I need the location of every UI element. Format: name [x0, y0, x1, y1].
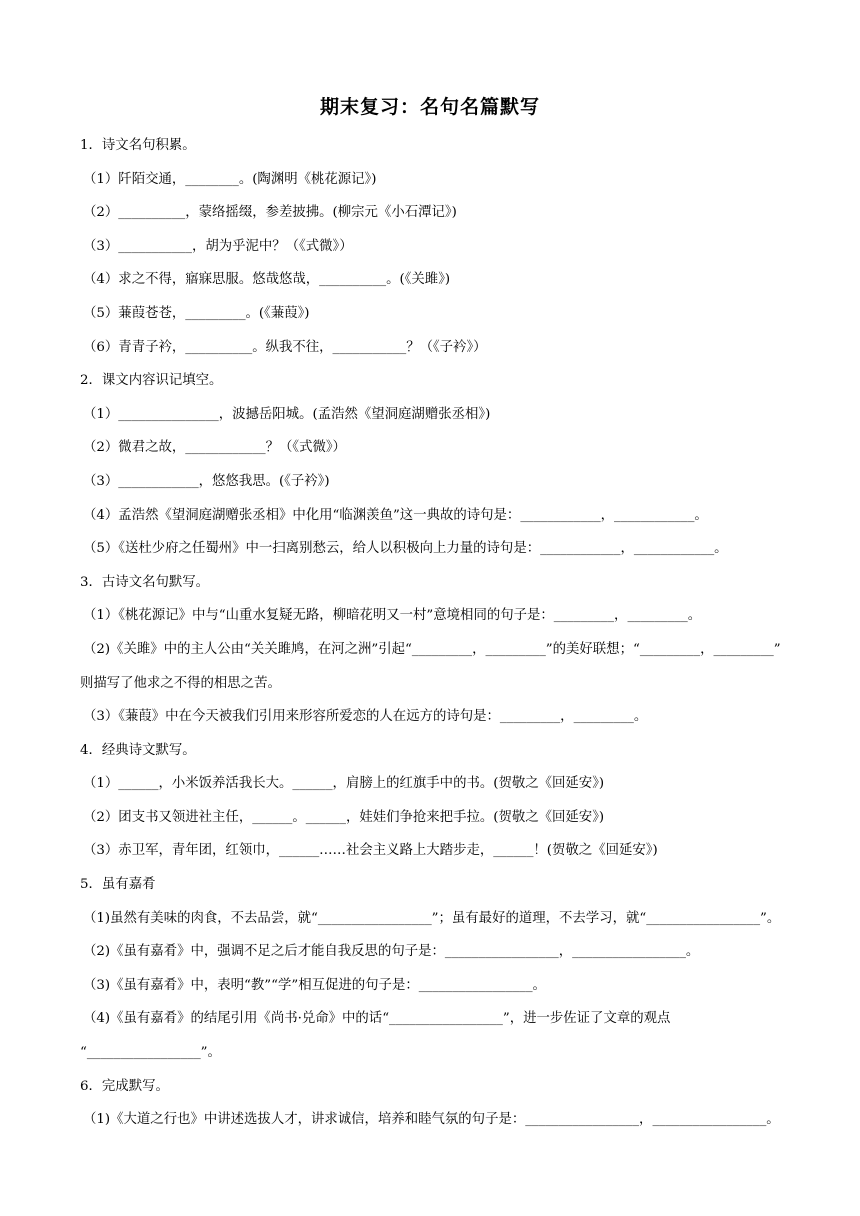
question-line: （4）孟浩然《望洞庭湖赠张丞相》中化用“临渊羡鱼”这一典故的诗句是：____________，____________。 [83, 507, 708, 523]
section-heading: 6．完成默写。 [80, 1078, 169, 1094]
question-line: （1）阡陌交通，________。(陶渊明《桃花源记》) [83, 171, 377, 187]
question-line: （5）《送杜少府之任蜀州》中一扫离别愁云，给人以积极向上力量的诗句是：____________，____________。 [83, 541, 728, 557]
question-line: （1）______，小米饭养活我长大。______，肩膀上的红旗手中的书。(贺敬之《回延安》) [83, 776, 605, 792]
question-line: （4）求之不得，寤寐思服。悠哉悠哉，__________。(《关雎》) [83, 272, 451, 288]
section-heading: 5．虽有嘉肴 [80, 877, 156, 893]
question-line: （2）__________，蒙络摇缀，参差披拂。(柳宗元《小石潭记》) [83, 205, 457, 221]
question-line: （2)《关雎》中的主人公由“关关雎鸠，在河之洲”引起“_________，_________”的美好联想；“_________，_________” [83, 641, 781, 657]
question-list [80, 130, 825, 1138]
question-line: （3）____________，悠悠我思。(《子衿》) [83, 473, 330, 489]
section-heading: 2．课文内容识记填空。 [80, 373, 223, 389]
question-line: （1）_______________，波撼岳阳城。(孟浩然《望洞庭湖赠张丞相》) [83, 406, 491, 422]
page-title: 期末复习：名句名篇默写 [319, 96, 540, 118]
question-line: （2）微君之故，____________？（《式微》） [83, 440, 346, 456]
question-line: （1)《大道之行也》中讲述选拔人才，讲求诚信，培养和睦气氛的句子是：_________________，_________________。 [83, 1112, 780, 1128]
question-line: 则描写了他求之不得的相思之苦。 [80, 675, 281, 691]
question-line: （3）___________，胡为乎泥中？（《式微》） [83, 238, 353, 254]
question-line: （4)《虽有嘉肴》的结尾引用《尚书·兑命》中的话“_________________”，进一步佐证了文章的观点 [83, 1011, 671, 1027]
question-line: （5）蒹葭苍苍，_________。(《蒹葭》) [83, 305, 310, 321]
question-line: （3)《虽有嘉肴》中，表明“教”“学”相互促进的句子是：_________________。 [83, 977, 546, 993]
section-heading: 1．诗文名句积累。 [80, 138, 196, 153]
question-line: （1)虽然有美味的肉食，不去品尝，就“_________________”；虽有最好的道理，不去学习，就“_________________”。 [83, 910, 781, 926]
section-heading: 3．古诗文名句默写。 [80, 574, 210, 590]
question-line: （1）《桃花源记》中与“山重水复疑无路，柳暗花明又一村”意境相同的句子是：_________，_________。 [83, 608, 702, 624]
question-line: （3）赤卫军，青年团，红领巾，______……社会主义路上大踏步走，______！(贺敬之《回延安》) [83, 843, 658, 859]
question-line: （2）团支书又领进社主任，______。______，娃娃们争抢来把手拉。(贺敬之《回延安》) [83, 809, 605, 825]
question-line: （2)《虽有嘉肴》中，强调不足之后才能自我反思的句子是：_________________，_________________。 [83, 944, 700, 960]
question-line: “_________________”。 [80, 1045, 221, 1061]
question-line: （6）青青子衿，__________。纵我不往，___________？（《子衿》） [83, 339, 487, 355]
question-line: （3）《蒹葭》中在今天被我们引用来形容所爱恋的人在远方的诗句是：_________，_________。 [83, 709, 648, 725]
section-heading: 4．经典诗文默写。 [80, 742, 196, 758]
